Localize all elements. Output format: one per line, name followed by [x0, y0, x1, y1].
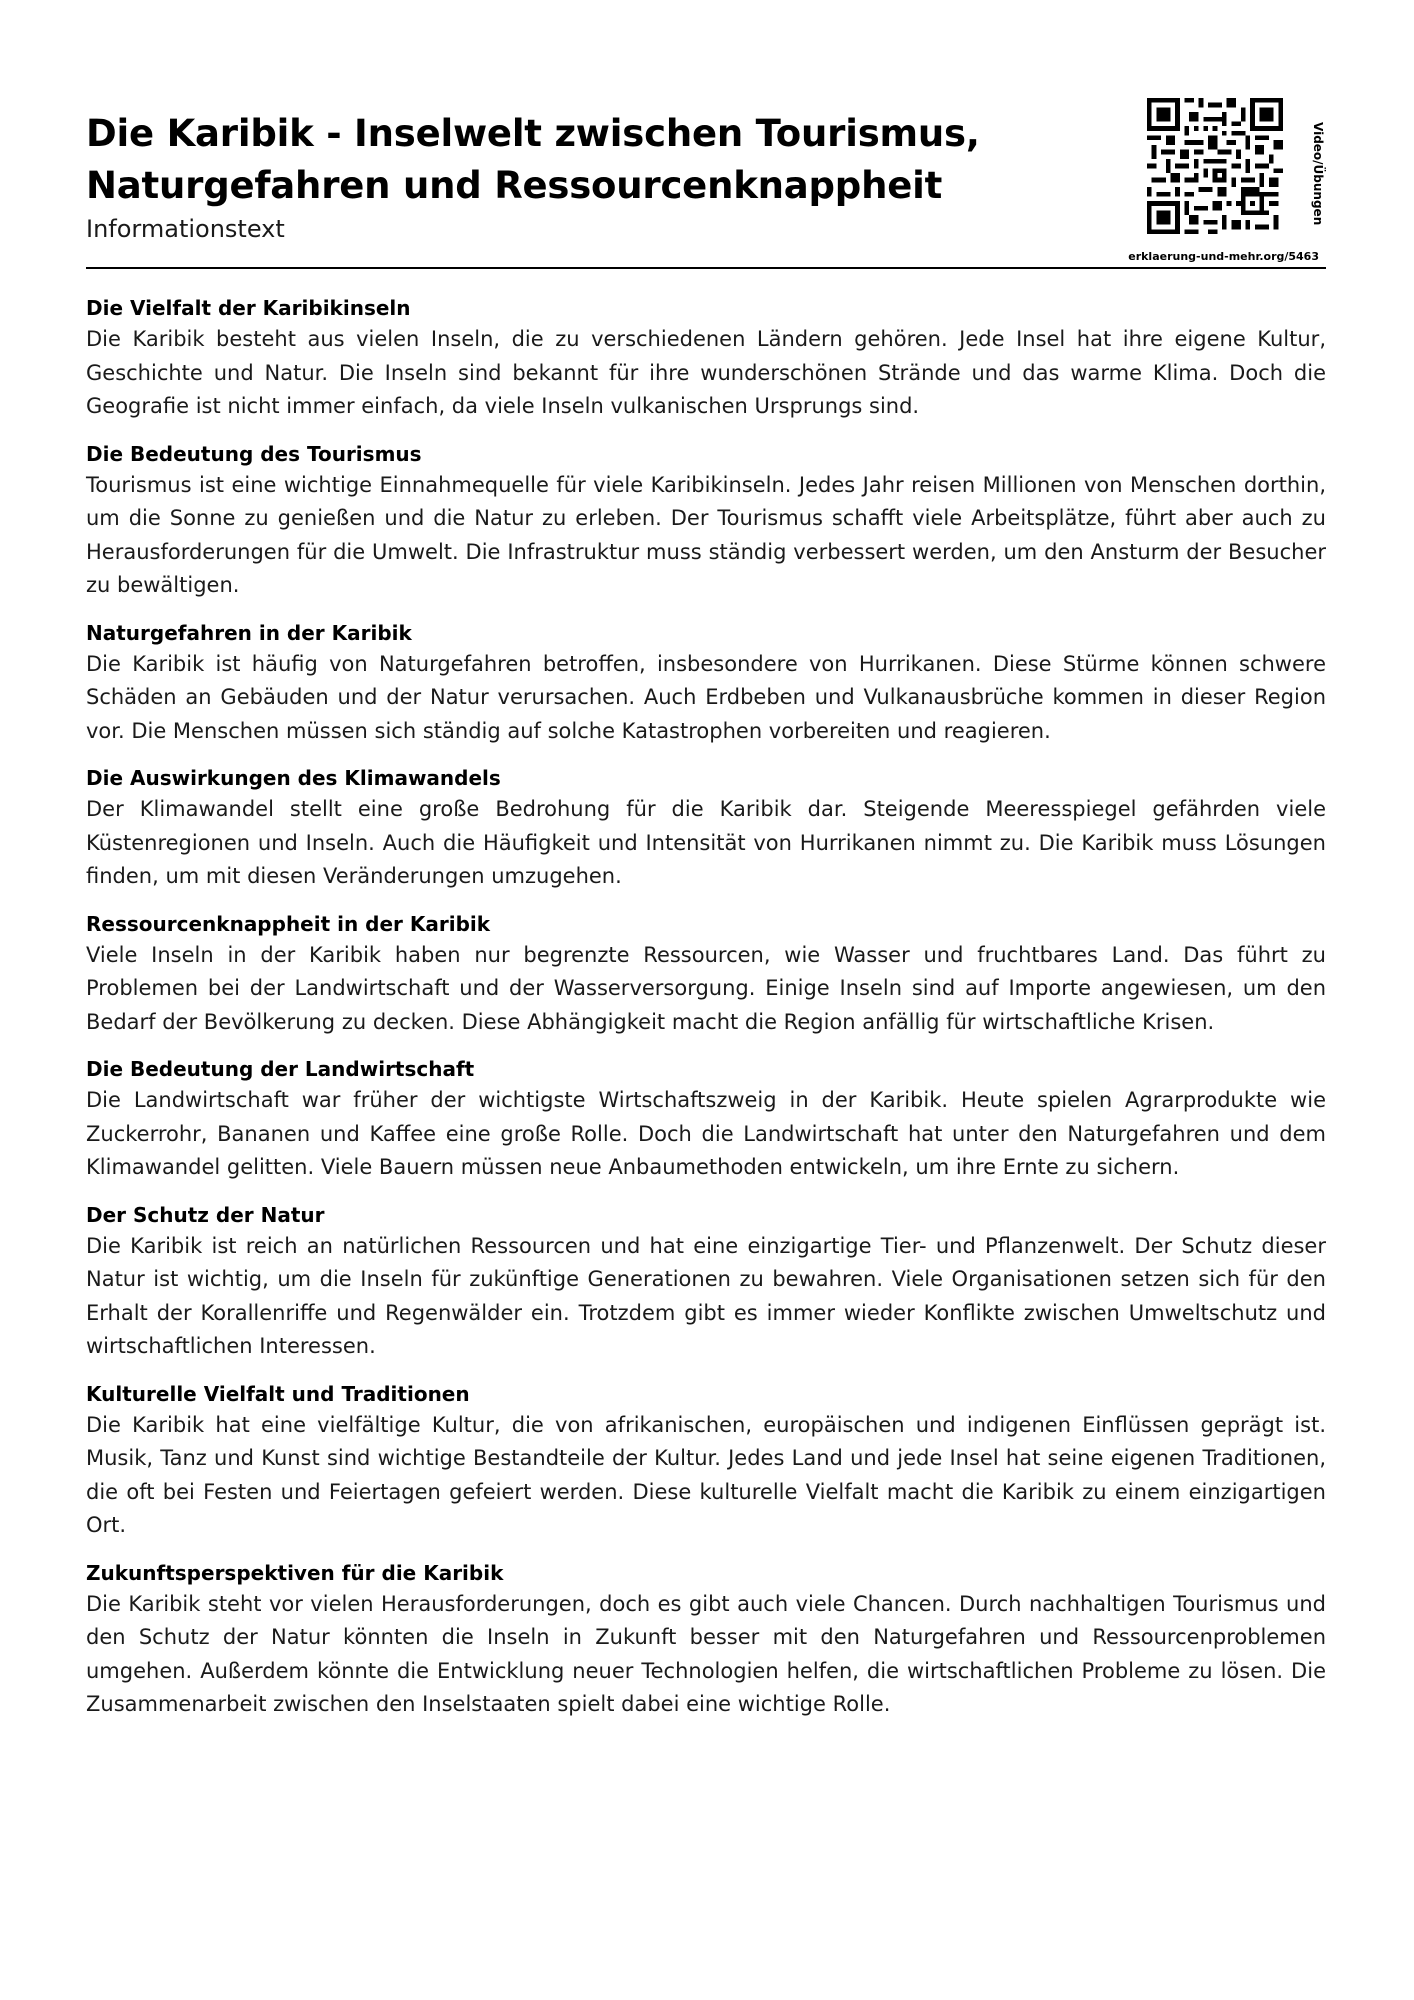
section-text: Viele Inseln in der Karibik haben nur begrenzte Ressourcen, wie Wasser und fruchtbares Land. Das führt zu Problemen bei der Landwirtschaft und der Wasserversorgung. Einige Inseln sind auf Importe angewiesen, um den Bedarf der Bevölkerung zu decken. Diese Abhängigkeit macht die Region anfällig für wirtschaftliche Krisen.	[86, 942, 1326, 1034]
qr-side-label: Video/Übungen	[1311, 122, 1325, 226]
section-text: Die Karibik ist häufig von Naturgefahren betroffen, insbesondere von Hurrikanen. Diese Stürme können schwere Schäden an Gebäuden und der Natur verursachen. Auch Erdbeben und Vulkanausbrüche kommen in dieser Region vor. Die Menschen müssen sich ständig auf solche Katastrophen vorbereiten und reagieren.	[86, 651, 1326, 743]
section-text: Die Karibik besteht aus vielen Inseln, die zu verschiedenen Ländern gehören. Jede Insel hat ihre eigene Kultur, Geschichte und Natur. Die Inseln sind bekannt für ihre wunderschönen Strände und das warme Klima. Doch die Geografie ist nicht immer einfach, da viele Inseln vulkanischen Ursprungs sind.	[86, 327, 1326, 418]
section-heading: Die Auswirkungen des Klimawandels	[86, 766, 501, 790]
section-text: Tourismus ist eine wichtige Einnahmequelle für viele Karibikinseln. Jedes Jahr reisen Millionen von Menschen dorthin, um die Sonne zu genießen und die Natur zu erleben. Der Tourismus schafft viele Arbeitsplätze, führt aber auch zu Herausforderungen für die Umwelt. Die Infrastruktur muss ständig verbessert werden, um den Ansturm der Besucher zu bewältigen.	[86, 472, 1326, 597]
document-header	[86, 108, 1086, 244]
section-heading: Die Bedeutung des Tourismus	[86, 441, 422, 466]
section-vielfalt	[86, 293, 1326, 424]
document-title	[86, 108, 1086, 212]
document-body	[86, 293, 1326, 1737]
section-heading: Die Vielfalt der Karibikinseln	[86, 296, 411, 320]
section-klimawandel	[86, 763, 1326, 894]
title-line-2: Naturgefahren und Ressourcenknappheit	[86, 164, 943, 207]
section-naturschutz	[86, 1200, 1326, 1364]
document-subtitle: Informationstext	[86, 215, 285, 243]
qr-code-icon[interactable]	[1147, 98, 1283, 234]
section-heading: Der Schutz der Natur	[86, 1202, 325, 1227]
section-zukunft	[86, 1558, 1326, 1722]
section-kultur	[86, 1379, 1326, 1543]
section-landwirtschaft	[86, 1054, 1326, 1185]
section-text: Der Klimawandel stellt eine große Bedrohung für die Karibik dar. Steigende Meeresspiegel gefährden viele Küstenregionen und Inseln. Auch die Häufigkeit und Intensität von Hurrikanen nimmt zu. Die Karibik muss Lösungen finden, um mit diesen Veränderungen umzugehen.	[86, 797, 1326, 888]
section-heading: Naturgefahren in der Karibik	[86, 620, 412, 645]
qr-url[interactable]: erklaerung-und-mehr.org/5463	[1128, 250, 1319, 263]
header-divider	[86, 267, 1326, 269]
section-tourismus	[86, 439, 1326, 603]
section-text: Die Karibik ist reich an natürlichen Ressourcen und hat eine einzigartige Tier- und Pflanzenwelt. Der Schutz dieser Natur ist wichtig, um die Inseln für zukünftige Generationen zu bewahren. Viele Organisationen setzen sich für den Erhalt der Korallenriffe und Regenwälder ein. Trotzdem gibt es immer wieder Konflikte zwischen Umweltschutz und wirtschaftlichen Interessen.	[86, 1233, 1326, 1358]
section-text: Die Karibik hat eine vielfältige Kultur, die von afrikanischen, europäischen und indigenen Einflüssen geprägt ist. Musik, Tanz und Kunst sind wichtige Bestandteile der Kultur. Jedes Land und jede Insel hat seine eigenen Traditionen, die oft bei Festen und Feiertagen gefeiert werden. Diese kulturelle Vielfalt macht die Karibik zu einem einzigartigen Ort.	[86, 1412, 1326, 1537]
section-heading: Ressourcenknappheit in der Karibik	[86, 911, 491, 936]
section-heading: Die Bedeutung der Landwirtschaft	[86, 1057, 475, 1081]
section-heading: Zukunftsperspektiven für die Karibik	[86, 1560, 504, 1585]
section-ressourcenknappheit	[86, 909, 1326, 1040]
section-text: Die Landwirtschaft war früher der wichtigste Wirtschaftszweig in der Karibik. Heute spielen Agrarprodukte wie Zuckerrohr, Bananen und Kaffee eine große Rolle. Doch die Landwirtschaft hat unter den Naturgefahren und dem Klimawandel gelitten. Viele Bauern müssen neue Anbaumethoden entwickeln, um ihre Ernte zu sichern.	[86, 1088, 1326, 1179]
title-line-1: Die Karibik - Inselwelt zwischen Tourismus,	[86, 112, 980, 155]
section-naturgefahren	[86, 618, 1326, 749]
section-heading: Kulturelle Vielfalt und Traditionen	[86, 1381, 470, 1406]
section-text: Die Karibik steht vor vielen Herausforderungen, doch es gibt auch viele Chancen. Durch nachhaltigen Tourismus und den Schutz der Natur könnten die Inseln in Zukunft besser mit den Naturgefahren und Ressourcenproblemen umgehen. Außerdem könnte die Entwicklung neuer Technologien helfen, die wirtschaftlichen Probleme zu lösen. Die Zusammenarbeit zwischen den Inselstaaten spielt dabei eine wichtige Rolle.	[86, 1591, 1326, 1716]
